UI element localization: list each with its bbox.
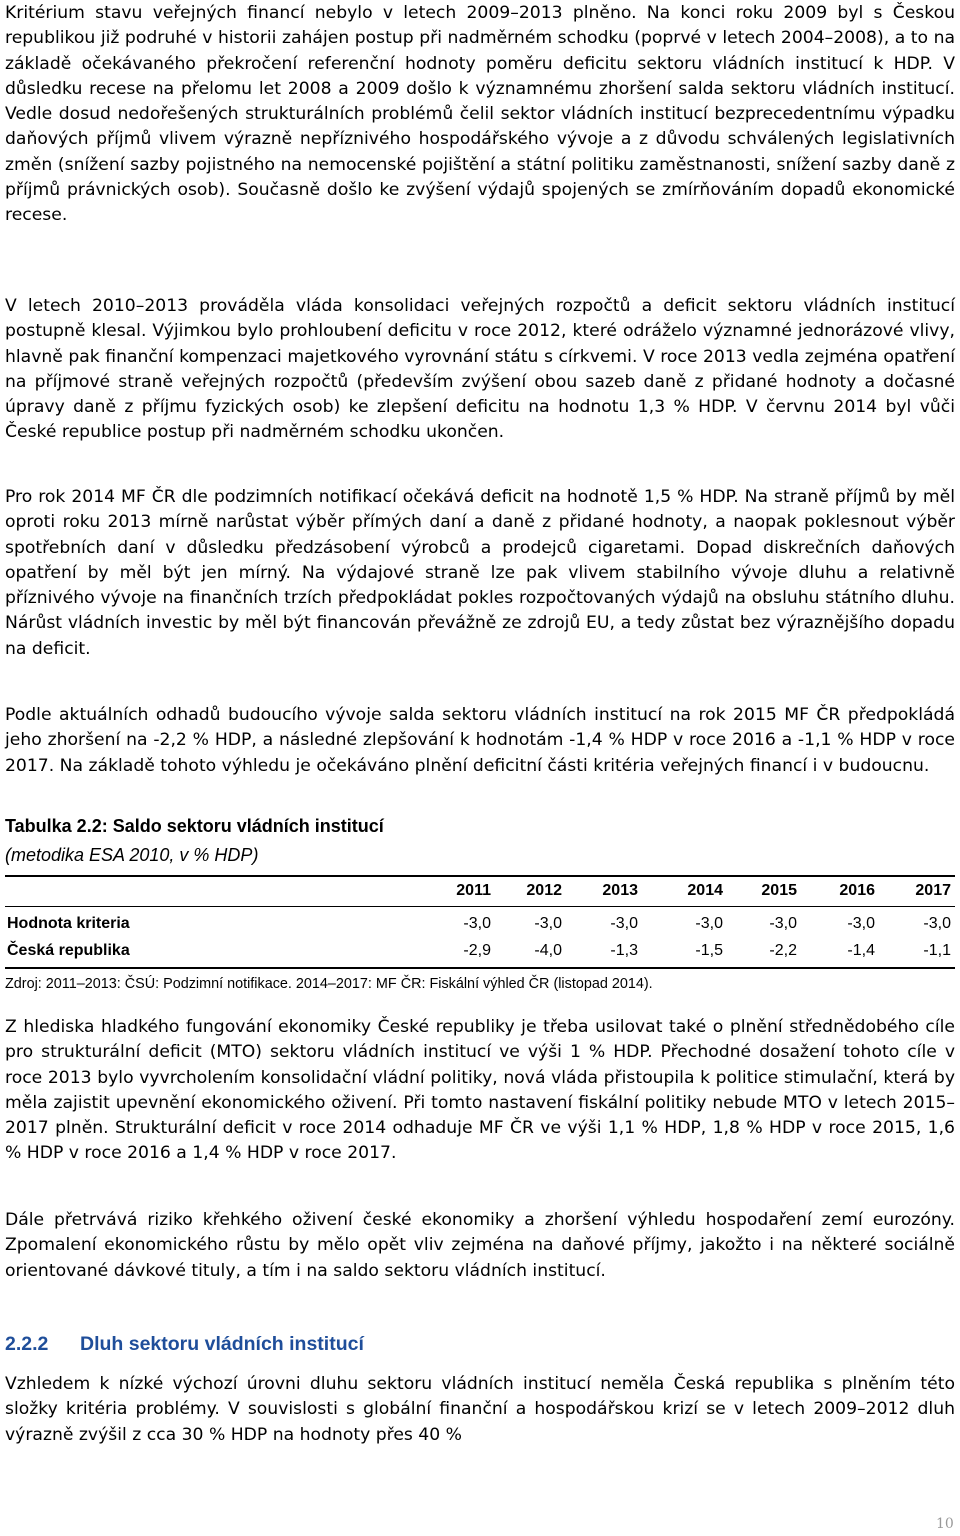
table-cell: -3,0	[695, 915, 723, 932]
table-source-note: Zdroj: 2011–2013: ČSÚ: Podzimní notifikace. 2014–2017: MF ČR: Fiskální výhled ČR (listopad 2014).	[5, 976, 653, 992]
table-row-label: Česká republika	[7, 942, 130, 959]
table-cell: -3,0	[847, 915, 875, 932]
table-rule-mid	[5, 906, 955, 907]
table-title: Tabulka 2.2: Saldo sektoru vládních institucí	[5, 816, 384, 836]
paragraph-mto: Z hlediska hladkého fungování ekonomiky České republiky je třeba usilovat také o plnění střednědobého cíle pro strukturální deficit (MTO) sektoru vládních institucí ve výši 1 % HDP. Přechodné dosažení tohoto cíle v roce 2013 bylo vyvrcholením konsolidační vládní politiky, nová vláda přistoupila k politice stimulační, která by měla zajistit upevnění ekonomického oživení. Při tomto nastavení fiskální politiky nebude MTO v letech 2015–2017 plněn. Strukturální deficit v roce 2014 odhaduje MF ČR ve výši 1,1 % HDP, 1,8 % HDP v roce 2015, 1,6 % HDP v roce 2016 a 1,4 % HDP v roce 2017.	[5, 1017, 955, 1164]
paragraph-future-outlook: Podle aktuálních odhadů budoucího vývoje salda sektoru vládních institucí na rok 2015 MF ČR předpokládá jeho zhoršení na -2,2 % HDP, a následné zlepšování k hodnotám -1,4 % HDP v roce 2016 a -1,1 % HDP v roce 2017. Na základě tohoto výhledu je očekáváno plnění deficitní části kritéria veřejných financí i v budoucnu.	[5, 705, 955, 776]
table-header-row	[5, 879, 955, 903]
section-title: Dluh sektoru vládních institucí	[80, 1333, 364, 1355]
section-heading	[5, 1333, 364, 1356]
table-cell: -1,3	[610, 942, 638, 959]
table-cell: -3,0	[769, 915, 797, 932]
table-cell: -3,0	[923, 915, 951, 932]
table-row	[5, 939, 955, 963]
table-cell: -3,0	[534, 915, 562, 932]
paragraph-fiscal-criterion: Kritérium stavu veřejných financí nebylo v letech 2009–2013 plněno. Na konci roku 2009 byl s Českou republikou již podruhé v historii zahájen postup při nadměrném schodku (poprvé v letech 2004–2008), a to na základě očekávaného překročení referenční hodnoty poměru deficitu sektoru vládních institucí k HDP. V důsledku recese na přelomu let 2008 a 2009 došlo k významnému zhoršení salda sektoru vládních institucí. Vedle dosud nedořešených strukturálních problémů čelil sektor vládních institucí bezprecedentnímu výpadku daňových příjmů vlivem výrazně nepříznivého hospodářského vývoje a z důvodu schválených legislativních změn (snížení sazby pojistného na nemocenské pojištění a státní politiku zaměstnanosti, snížení sazby daně z příjmů právnických osob). Současně došlo ke zvýšení výdajů spojených se zmírňováním dopadů ekonomické recese.	[5, 3, 955, 226]
table-cell: -1,4	[847, 942, 875, 959]
table-rule-bottom	[5, 967, 955, 969]
page-number: 10	[936, 1516, 954, 1532]
table-rule-top	[5, 875, 955, 877]
table-cell: -3,0	[463, 915, 491, 932]
table-row-label: Hodnota kriteria	[7, 915, 130, 932]
table-header-year: 2016	[839, 882, 875, 899]
table-header-year: 2013	[602, 882, 638, 899]
table-header-year: 2015	[761, 882, 797, 899]
section-number: 2.2.2	[5, 1333, 49, 1355]
table-cell: -1,1	[923, 942, 951, 959]
paragraph-debt: Vzhledem k nízké výchozí úrovni dluhu sektoru vládních institucí neměla Česká republika s plněním této složky kritéria problémy. V souvislosti s globální finanční a hospodářskou krizí se v letech 2009–2012 dluh výrazně zvýšil z cca 30 % HDP na hodnoty přes 40 %	[5, 1374, 955, 1445]
table-subtitle: (metodika ESA 2010, v % HDP)	[5, 845, 259, 865]
paragraph-consolidation: V letech 2010–2013 prováděla vláda konsolidaci veřejných rozpočtů a deficit sektoru vládních institucí postupně klesal. Výjimkou bylo prohloubení deficitu v roce 2012, které odráželo významné jednorázové vlivy, hlavně pak finanční kompenzaci majetkového vyrovnání státu s církvemi. V roce 2013 vedla zejména opatření na příjmové straně veřejných rozpočtů (především zvýšení obou sazeb daně z přidané hodnoty a dočasné úpravy daně z příjmu fyzických osob) ke zlepšení deficitu na hodnotu 1,3 % HDP. V červnu 2014 byl vůči České republice postup při nadměrném schodku ukončen.	[5, 296, 955, 443]
table-row	[5, 912, 955, 936]
table-header-year: 2017	[915, 882, 951, 899]
table-cell: -1,5	[695, 942, 723, 959]
table-cell: -2,9	[463, 942, 491, 959]
table-header-year: 2014	[687, 882, 723, 899]
table-header-year: 2011	[456, 882, 491, 899]
table-cell: -3,0	[610, 915, 638, 932]
paragraph-2014-outlook: Pro rok 2014 MF ČR dle podzimních notifikací očekává deficit na hodnotě 1,5 % HDP. Na straně příjmů by měl oproti roku 2013 mírně narůstat výběr přímých daní a daně z přidané hodnoty, a naopak poklesnout výběr spotřebních daní v důsledku předzásobení výrobců a prodejců cigaretami. Dopad diskrečních daňových opatření by měl být jen mírný. Na výdajové straně lze pak vlivem stabilního vývoje dluhu a relativně příznivého vývoje na finančních trzích předpokládat pokles rozpočtovaných výdajů na obsluhu státního dluhu. Nárůst vládních investic by měl být financován převážně ze zdrojů EU, a tedy zůstat bez výraznějšího dopadu na deficit.	[5, 487, 955, 659]
table-cell: -4,0	[534, 942, 562, 959]
table-header-year: 2012	[526, 882, 562, 899]
paragraph-risks: Dále přetrvává riziko křehkého oživení české ekonomiky a zhoršení výhledu hospodaření zemí eurozóny. Zpomalení ekonomického růstu by mělo opět vliv zejména na daňové příjmy, jakožto i na některé sociálně orientované dávkové tituly, a tím i na saldo sektoru vládních institucí.	[5, 1210, 955, 1281]
table-cell: -2,2	[769, 942, 797, 959]
